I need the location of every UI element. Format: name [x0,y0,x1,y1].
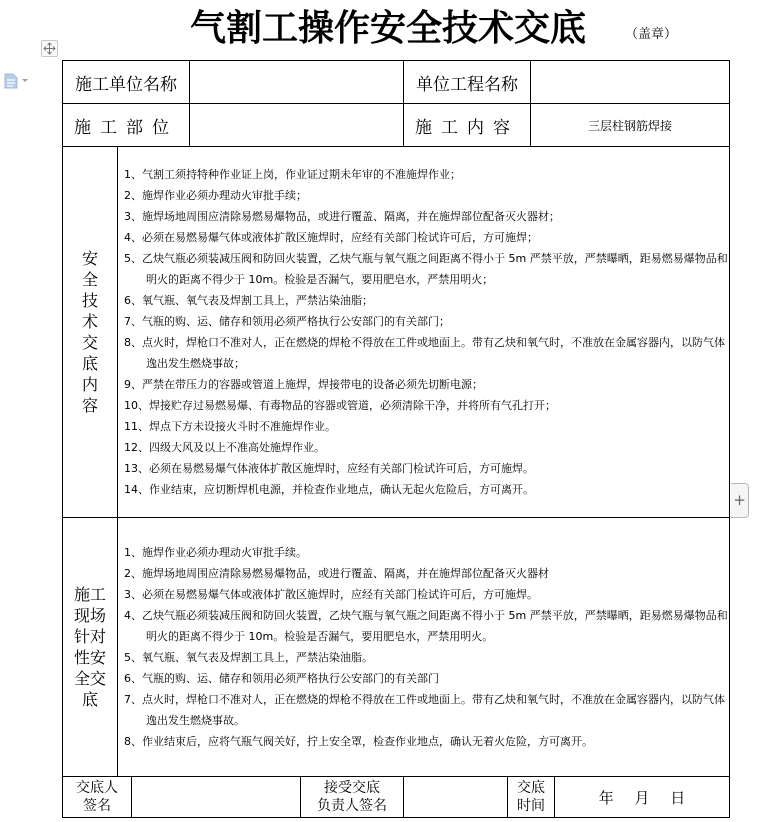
signature-row [63,777,730,818]
list-item: 3、施焊场地周围应清除易燃易爆物品，或进行覆盖、隔离，并在施焊部位配备灭火器材； [124,210,560,223]
list-item: 8、作业结束后，应将气瓶气阀关好，拧上安全罩，检查作业地点，确认无着火危险，方可离开。 [124,735,593,748]
safety-items-cell[interactable] [118,147,730,518]
safety-section-label: 安全技术交底内容 [63,147,118,518]
location-label: 施工部位 [63,104,190,147]
list-item: 3、必须在易燃易爆气体或液体扩散区施焊时，应经有关部门检试许可后，方可施焊。 [124,588,538,601]
unit-name-field[interactable] [190,61,404,104]
chevron-down-icon[interactable] [22,79,28,82]
list-item: 7、点火时，焊枪口不准对人，正在燃烧的焊枪不得放在工件或地面上。带有乙炔和氧气时，不准放在金属容器内，以防气体逸出发生燃烧事故。 [124,693,725,727]
location-field[interactable] [190,104,404,147]
list-item: 1、气割工须持特种作业证上岗，作业证过期未年审的不准施焊作业； [124,168,461,181]
discloser-label: 交底人 签名 [63,777,132,818]
onsite-items-cell[interactable] [118,518,730,777]
stamp-note: （盖章） [625,27,678,42]
list-item: 5、乙炔气瓶必须装减压阀和防回火装置，乙炔气瓶与氧气瓶之间距离不得小于 5m 严禁平放，严禁曝晒，距易燃易爆物品和明火的距离不得少于 10m。检验是否漏气，要用肥皂水，严禁用明火； [124,252,728,286]
list-item: 4、乙炔气瓶必须装减压阀和防回火装置，乙炔气瓶与氧气瓶之间距离不得小于 5m 严禁平放，严禁曝晒，距易燃易爆物品和明火的距离不得少于 10m。检验是否漏气，要用肥皂水，严禁用明火。 [124,609,728,643]
unit-name-label: 施工单位名称 [63,61,190,104]
receiver-signature-field[interactable] [404,777,508,818]
list-item: 2、施焊作业必须办理动火审批手续； [124,189,307,202]
list-item: 2、施焊场地周围应清除易燃易爆物品，或进行覆盖、隔离，并在施焊部位配备灭火器材 [124,567,549,580]
list-item: 11、焊点下方未设接火斗时不准施焊作业。 [124,420,336,433]
list-item: 6、气瓶的购、运、储存和领用必须严格执行公安部门的有关部门 [124,672,439,685]
list-item: 5、氧气瓶、氧气表及焊割工具上，严禁沾染油脂。 [124,651,373,664]
list-item: 6、氧气瓶、氧气表及焊割工具上，严禁沾染油脂； [124,294,373,307]
document-icon[interactable] [4,73,18,89]
time-label: 交底 时间 [508,777,555,818]
list-item: 8、点火时，焊枪口不准对人，正在燃烧的焊枪不得放在工件或地面上。带有乙炔和氧气时，不准放在金属容器内，以防气体逸出发生燃烧事故； [124,336,725,370]
list-item: 12、四级大风及以上不准高处施焊作业。 [124,441,325,454]
onsite-section-row [63,518,730,777]
move-arrows-icon [43,42,56,55]
onsite-items-list [124,542,729,752]
project-name-label: 单位工程名称 [404,61,531,104]
onsite-section-label: 施工现场针对性安全交底 [63,518,118,777]
work-content-label: 施工内容 [404,104,531,147]
work-content-field[interactable]: 三层柱钢筋焊接 [531,104,730,147]
list-item: 4、必须在易燃易爆气体或液体扩散区施焊时，应经有关部门检试许可后，方可施焊； [124,231,538,244]
list-item: 9、严禁在带压力的容器或管道上施焊，焊接带电的设备必须先切断电源； [124,378,483,391]
add-row-button[interactable]: + [731,483,749,518]
list-item: 1、施焊作业必须办理动火审批手续。 [124,546,307,559]
disclosure-table [62,60,730,818]
project-name-field[interactable] [531,61,730,104]
date-field[interactable]: 年 月 日 [555,777,730,818]
safety-items-list [124,164,729,500]
discloser-signature-field[interactable] [132,777,301,818]
list-item: 7、气瓶的购、运、储存和领用必须严格执行公安部门的有关部门； [124,315,450,328]
document-title: 气割工操作安全技术交底 [190,7,587,49]
table-move-handle[interactable] [41,40,58,57]
receiver-label: 接受交底 负责人签名 [301,777,404,818]
list-item: 13、必须在易燃易爆气体液体扩散区施焊时，应经有关部门检试许可后，方可施焊。 [124,462,534,475]
header-row-unit [63,61,730,104]
header-row-location [63,104,730,147]
list-item: 10、焊接贮存过易燃易爆、有毒物品的容器或管道，必须清除干净，并将所有气孔打开； [124,399,556,412]
safety-section-row [63,147,730,518]
list-item: 14、作业结束，应切断焊机电源，并检查作业地点，确认无起火危险后，方可离开。 [124,483,534,496]
